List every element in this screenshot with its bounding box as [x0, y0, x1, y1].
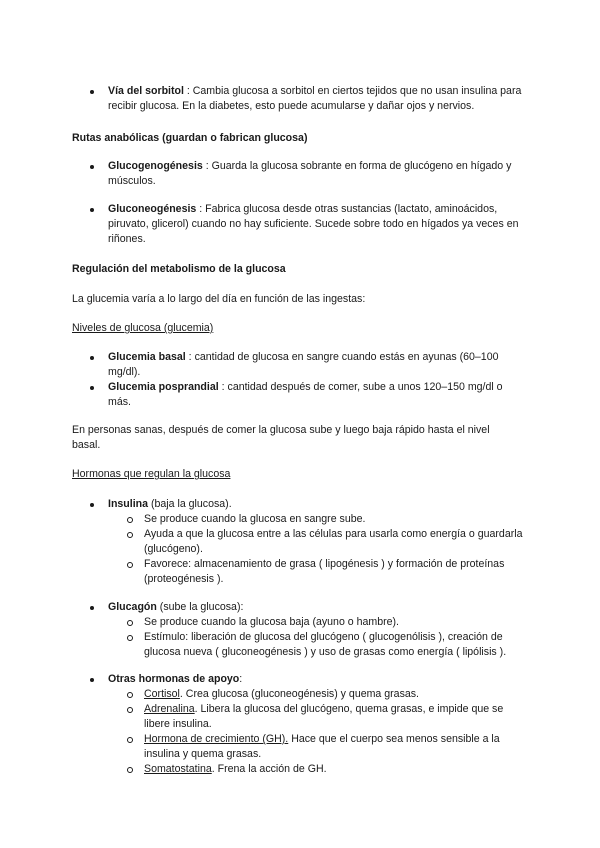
sorbitol-list	[108, 84, 524, 114]
sub-item-hormona-crecimiento: Hormona de crecimiento (GH). Hace que el cuerpo sea menos sensible a la insulina y quema grasas.	[144, 732, 524, 762]
list-item-insulina: Insulina (baja la glucosa). Se produce cuando la glucosa en sangre sube. Ayuda a que la glucosa entre a las células para usarla como energía o guardarla (glucógeno). Favorece: almacenamiento de grasa ( lipogénesis ) y formación de proteínas (proteogénesis ).	[108, 498, 523, 585]
sub-item-somatostatina: Somatostatina. Frena la acción de GH.	[144, 762, 524, 777]
list-item-otras-hormonas: Otras hormonas de apoyo: Cortisol. Crea glucosa (gluconeogénesis) y quema grasas. Adrenalina. Libera la glucosa del glucógeno, quema grasas, e impide que se libere insulina. Hormona de crecimiento (GH). Hace que el cuerpo sea menos sensible a la insulina y quema grasas. Somatostatina. Frena la acción de GH.	[108, 672, 524, 777]
healthy-paragraph: En personas sanas, después de comer la glucosa sube y luego baja rápido hasta el nivel basal.	[72, 424, 490, 451]
sub-item: Ayuda a que la glucosa entre a las células para usarla como energía o guardarla (glucógeno).	[144, 528, 523, 555]
sub-item-adrenalina: Adrenalina. Libera la glucosa del glucógeno, quema grasas, e impide que se libere insulina.	[144, 702, 524, 732]
regulation-intro: La glucemia varía a lo largo del día en función de las ingestas:	[72, 293, 366, 305]
list-item-glucogenogenesis: Glucogenogénesis : Guarda la glucosa sobrante en forma de glucógeno en hígado y músculos.	[108, 159, 524, 189]
sub-item-cortisol: Cortisol. Crea glucosa (gluconeogénesis) y quema grasas.	[144, 687, 524, 702]
sub-item: Favorece: almacenamiento de grasa ( lipogénesis ) y formación de proteínas (proteogénesis ).	[144, 557, 524, 587]
list-item-glucemia-posprandial: Glucemia posprandial : cantidad después de comer, sube a unos 120–150 mg/dl o más.	[108, 380, 524, 410]
hormones-heading: Hormonas que regulan la glucosa	[72, 468, 231, 480]
insulina-list	[108, 497, 524, 587]
otras-list	[108, 672, 524, 777]
glucagon-sublist	[108, 615, 524, 660]
sub-item: Estímulo: liberación de glucosa del glucógeno ( glucogenólisis ), creación de glucosa nueva ( gluconeogénesis ) y uso de grasas como energía ( lipólisis ).	[144, 630, 524, 660]
anabolic-heading: Rutas anabólicas (guardan o fabrican glucosa)	[72, 132, 308, 144]
list-item-glucemia-basal: Glucemia basal : cantidad de glucosa en sangre cuando estás en ayunas (60–100 mg/dl).	[108, 350, 524, 380]
anabolic-list-1	[108, 159, 524, 189]
levels-list	[108, 350, 524, 410]
sub-item: Se produce cuando la glucosa en sangre sube.	[144, 512, 524, 527]
levels-heading: Niveles de glucosa (glucemia)	[72, 322, 214, 334]
regulation-heading: Regulación del metabolismo de la glucosa	[72, 263, 286, 275]
glucagon-list	[108, 600, 524, 660]
insulina-sublist	[108, 512, 524, 587]
list-item-gluconeogenesis: Gluconeogénesis : Fabrica glucosa desde otras sustancias (lactato, aminoácidos, piruvato, glicerol) cuando no hay suficiente. Sucede sobre todo en hígados ya veces en riñones.	[108, 202, 524, 247]
sub-item: Se produce cuando la glucosa baja (ayuno o hambre).	[144, 615, 524, 630]
list-item-glucagon: Glucagón (sube la glucosa): Se produce cuando la glucosa baja (ayuno o hambre). Estímulo: liberación de glucosa del glucógeno ( glucogenólisis ), creación de glucosa nueva ( gluconeogénesis ) y uso de grasas como energía ( lipólisis ).	[108, 600, 524, 660]
anabolic-list-2	[108, 202, 524, 247]
otras-sublist	[108, 687, 524, 777]
list-item-sorbitol: Vía del sorbitol : Cambia glucosa a sorbitol en ciertos tejidos que no usan insulina para recibir glucosa. En la diabetes, esto puede acumularse y dañar ojos y nervios.	[108, 84, 524, 114]
